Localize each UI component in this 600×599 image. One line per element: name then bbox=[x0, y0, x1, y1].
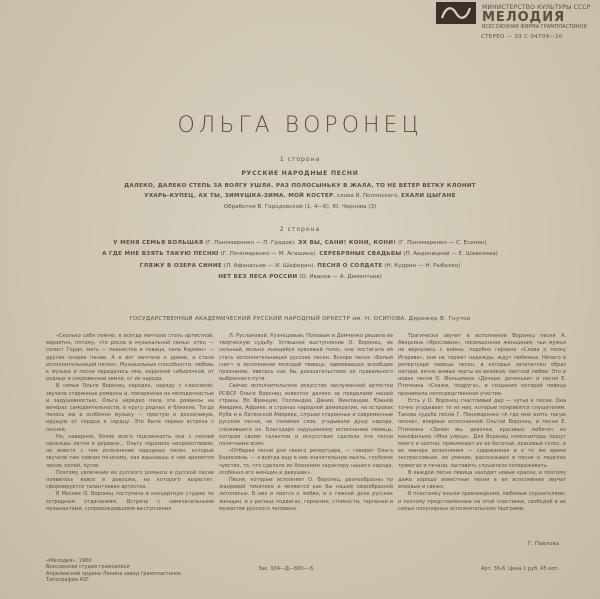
track-credit: (Н. Кудрин — Н. Рыбалко) bbox=[382, 263, 461, 269]
side1-label: 1 сторона bbox=[279, 156, 321, 163]
ministry-text: МИНИСТЕРСТВО КУЛЬТУРЫ СССР bbox=[482, 4, 591, 11]
catalog-number: СТЕРЕО — 33 С 04709—10 bbox=[481, 34, 563, 40]
side2-track-line-1 bbox=[0, 239, 600, 247]
orchestra-credit: ГОСУДАРСТВЕННЫЙ АКАДЕМИЧЕСКИЙ РУССКИЙ НАРОДНЫЙ ОРКЕСТР им. Н. ОСИПОВА. Дирижер В. Гнутов bbox=[129, 316, 471, 322]
printer-line: Типография АЗГ bbox=[46, 577, 90, 584]
track-title: ПЕСНЯ О СОЛДАТЕ bbox=[315, 263, 383, 269]
side1-arrangements: Обработки В. Городовской (1, 4—6), Ю. Чернова (3) bbox=[223, 204, 377, 210]
track-credit: (П. Аедоницкий — Е. Шевелева) bbox=[401, 251, 498, 257]
track-title: ГЛЯЖУ В ОЗЕРА СИНИЕ bbox=[139, 263, 223, 269]
paragraph: В каждой песне певица находит новые краски, и поэтому даже хорошо известные песни в ее исполнении звучат впервые и свежо. bbox=[398, 469, 566, 491]
factory-line: Апрелевский ордена Ленина завод грампластинок bbox=[46, 570, 182, 577]
side1-subtitle: РУССКИЕ НАРОДНЫЕ ПЕСНИ bbox=[241, 170, 359, 177]
liner-notes-column-1 bbox=[46, 333, 214, 513]
track-title: СЕРЕБРЯНЫЕ СВАДЬБЫ bbox=[317, 251, 402, 257]
paragraph: Л. Руслановой, Кузнецовым, Поповым и Демченко решила ее творческую судьбу. Успешное выступление О. Воронец, ее сильный, вольно льющийся красивый голос, она постигала ей стать исполнительницей русских песен. Вскоре песня «Белый снег» в исполнении молодой певицы, завоевавшая всеобщее признание, явилась как бы доказательством ее правильного выбранного пути. bbox=[219, 333, 393, 383]
paragraph: Поэтому увлечение ее русского романса и русской песни появилось вовсе в девушке, на которого вырастет, сформируется талантливая артистка. bbox=[46, 469, 214, 491]
paragraph: «Отбирая песни для своего репертуара, — говорит Ольга Борисовна, — я всегда ищу в них значительную мысль, глубокое чувство, то, что сделало их близкими характеру нашего народа, особенно его женщин и девушек». bbox=[219, 448, 393, 476]
track-title: ЭХ ВЫ, САНИ! КОНИ, КОНИ! bbox=[295, 240, 397, 246]
price-info: Арт. 36-8. Цена 1 руб. 45 коп. bbox=[481, 566, 560, 572]
paragraph: Песни, которые исполняет О. Воронец, разнообразны по жанровой тематике и являются как бы нашей своеобразной летописью. В них и поется о любви, и о тяжкой доле русских женщин, и о ратных подвигах, героизме, стойкости, терпении и мужестве русского человека. bbox=[219, 477, 393, 512]
side2-track-line-2 bbox=[0, 250, 600, 258]
paragraph: Но, наверное, более всего подлинность она с песней однажды летом в деревне... Ольгу поразило неприхотливое, но вместе с тем исполнение народных песен, которые звучали там совсем по-иному, как вдыхаешь в них ароматом лесов, полей, лугов. bbox=[46, 433, 214, 469]
side2-track-line-4 bbox=[0, 273, 600, 281]
track-title: ЕХАЛИ ЦЫГАНЕ bbox=[401, 193, 456, 199]
liner-notes-column-3 bbox=[398, 333, 566, 513]
side1-track-line-1 bbox=[0, 182, 600, 190]
track-credit: (Г. Пономаренко — С. Есенин) bbox=[396, 240, 487, 246]
melodiya-logo-icon bbox=[436, 2, 476, 24]
paragraph: В семье Ольги Воронец нередко, наряду с классикой, звучала старинные романсы и, покоренная их мелодичностью и задушевностью, Ольга нередко пела эти романсы на вечерах самодеятельности, в кругу родных и близких. Тогда пелось ею в особенно музыку — простую и доходчивую, идущую от сердца к сердцу. Это была первая встреча с песней. bbox=[46, 383, 214, 433]
track-credit: (Г. Пономаренко — П. Градов). bbox=[203, 240, 296, 246]
paragraph: Трагически звучит в исполнении Воронец песня А. Аверкина «Ярославна», посвященная женщинам, чьи мужья не вернулись с войны; подобно героине «Слова о полку Игореве», они не теряют надежды, ждут любимых. Ничего в репертуаре певицы песен, в которых запечатлен образ матери, вечно живые черты ее великой, светлой любви. Это и новая песня О. Фельцмана «Дочери, доченьки» и песня Е. Птичкина «Скажи, подруга», в создании которой певица принимала непосредственное участие. bbox=[398, 333, 566, 397]
company-name: ВСЕСОЮЗНАЯ ФИРМА ГРАМПЛАСТИНОК bbox=[482, 24, 588, 30]
track-credit: (Г. Пономаренко — М. Агашина). bbox=[218, 251, 318, 257]
track-title: У МЕНЯ СЕМЬЯ БОЛЬШАЯ bbox=[113, 240, 204, 246]
liner-notes-column-2 bbox=[219, 333, 393, 513]
track-titles: УХАРЬ-КУПЕЦ. АХ ТЫ, ЗИМУШКА-ЗИМА. МОЙ КОСТЕР bbox=[144, 193, 334, 199]
paragraph: Сейчас исполнительское искусство заслуженной артистки РСФСР Ольги Воронец известно далеко за пределами нашей страны. Во Франции, Голландии, Дании, Финляндии, Южной Америке, Африке, в странах народной демократии, на островах Куба и в Латинской Америке, слушая старинные и современные русские песни, не понимая слов, угадывали душу народа, сложившего их. Благодаря задушевному исполнению певицы, которая своим талантом и искусством сделала эти песни понятными всем. bbox=[219, 383, 393, 448]
track-credit: , слова Я. Полонского. bbox=[333, 193, 400, 199]
track-credit: (О. Иванов — А. Дементьев) bbox=[297, 274, 382, 280]
paragraph: «Сколько себя помню, в всегда мечтала стать артисткой, вероятно, потому, что росла в музыкальной семье: отец — солист Гордо, мать — пианистка и певица, пела Кармен» — другие скорее пение. А в вот мечтала о драме, а стала исполнительницей песен». Музыкальные способности, любовь к музыке и песне передались мне, коренной сибирячкой, от родных и сокровенной земли, от их народа. bbox=[46, 333, 214, 383]
paragraph: В Москве О. Воронец поступила в концертную студию по эстрадным отделениям. Встреча с замечательными музыкантами, сопровождавшими выступления bbox=[46, 491, 214, 512]
side2-label: 2 сторона bbox=[279, 226, 321, 233]
copyright-line: «Мелодия», 1980 bbox=[46, 558, 92, 564]
publisher-info bbox=[46, 558, 181, 584]
author-signature: Г. Павлова bbox=[528, 541, 560, 547]
paragraph: Есть у О. Воронец счастливый дар — чутье к песне. Она точно угадывает те из них, которые понравятся слушателям. Такова судьба песни Г. Пономаренко «А где мне взять такую песню», впервые исполненной Ольгой Воронец, и песни Е. Птичкина «Зачем вы, девочки, красивых любите» из кинофильма «Моя улица». Для Воронец композиторы пишут много и охотно; привлекают их ее богатый, красивый голос, и ее манера исполнения — сдержанная и в то же время экспрессивная, ее умение, рассказывая в песне о людских тревогах и печали, заставить слушателя сопереживать. bbox=[398, 397, 566, 469]
track-credit: (Л. Афанасьев — И. Шаферан). bbox=[222, 263, 316, 269]
studio-line: Всесоюзная студия грамзаписи bbox=[46, 564, 130, 571]
order-number: Зак. 934—Д—800— 6 bbox=[258, 566, 314, 572]
album-title: ОЛЬГА ВОРОНЕЦ bbox=[177, 113, 423, 138]
side2-track-line-3 bbox=[0, 262, 600, 270]
side1-track-line-2 bbox=[0, 192, 600, 200]
track-title: А ГДЕ МНЕ ВЗЯТЬ ТАКУЮ ПЕСНЮ bbox=[102, 251, 219, 257]
track-titles: ДАЛЕКО, ДАЛЕКО СТЕПЬ ЗА ВОЛГУ УШЛА. РАЗ ПОЛОСЫНЬКУ В ЖАЛА. ТО НЕ ВЕТЕР ВЕТКУ КЛОНИТ bbox=[124, 183, 476, 189]
track-title: НЕТ БЕЗ ЛЕСА РОССИИ bbox=[218, 274, 298, 280]
paragraph: В пластинку вошли произведения, любимые слушателями, и поэтому представленные на этой пластинке, свободой в ее самых популярных исполнительских программ. bbox=[398, 491, 566, 512]
brand-name: МЕЛОДИЯ bbox=[482, 10, 566, 25]
